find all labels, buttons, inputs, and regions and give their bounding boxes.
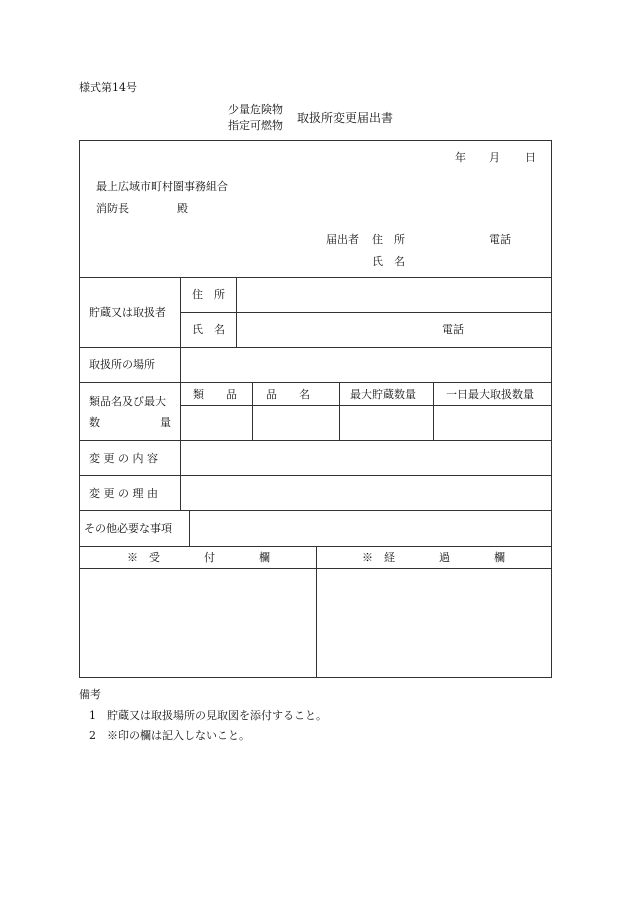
note-2-number: 2: [89, 729, 96, 742]
form-title: 取扱所変更届出書: [297, 111, 394, 125]
applicant-phone-label: 電話: [489, 233, 511, 246]
addressee-honorific: 殿: [177, 202, 188, 215]
title-line-1: 少量危険物: [228, 103, 283, 116]
category-col-item: 品 名: [266, 388, 310, 401]
rule-category-header-bottom: [180, 405, 552, 406]
category-col-max-storage: 最大貯蔵数量: [350, 388, 416, 401]
other-matters-label: その他必要な事項: [84, 522, 172, 535]
addressee-title: 消防長: [96, 202, 129, 215]
notes-heading: 備考: [79, 688, 101, 701]
category-label-line-2a: 数: [89, 416, 100, 429]
category-col-daily-max: 一日最大取扱数量: [446, 388, 534, 401]
note-2-text: ※印の欄は記入しないこと。: [107, 729, 250, 742]
rule-subfield-column: [236, 277, 237, 347]
addressee-organization: 最上広域市町村圏事務組合: [96, 180, 228, 193]
date-day-label: 日: [525, 151, 536, 164]
rule-handler-bottom: [79, 347, 552, 348]
applicant-name-label: 氏 名: [372, 255, 405, 268]
rule-category-col-1: [252, 382, 253, 440]
location-label: 取扱所の場所: [89, 358, 155, 371]
category-label-line-2b: 量: [160, 416, 171, 429]
rule-location-bottom: [79, 382, 552, 383]
progress-column-header: ※ 経 過 欄: [362, 551, 505, 564]
rule-category-col-3: [433, 382, 434, 440]
rule-reason-bottom: [79, 510, 552, 511]
change-content-label: 変 更 の 内 容: [89, 452, 158, 465]
handler-phone-label: 電話: [442, 323, 464, 336]
handler-address-label: 住 所: [192, 288, 225, 301]
title-line-2: 指定可燃物: [228, 119, 283, 132]
change-reason-label: 変 更 の 理 由: [89, 487, 158, 500]
rule-header-bottom: [79, 277, 552, 278]
storage-handler-label: 貯蔵又は取扱者: [89, 306, 166, 319]
applicant-address-label: 住 所: [372, 233, 405, 246]
category-label-line-1: 類品名及び最大: [89, 395, 166, 408]
applicant-label: 届出者: [326, 233, 359, 246]
rule-category-col-2: [339, 382, 340, 440]
rule-content-bottom: [79, 475, 552, 476]
rule-category-bottom: [79, 440, 552, 441]
form-number: 様式第14号: [79, 81, 137, 94]
rule-other-label: [189, 510, 190, 546]
receipt-column-header: ※ 受 付 欄: [127, 551, 270, 564]
rule-label-column: [180, 277, 181, 510]
date-year-label: 年: [455, 151, 466, 164]
note-1-text: 貯蔵又は取扱場所の見取図を添付すること。: [107, 709, 327, 722]
date-month-label: 月: [489, 151, 500, 164]
handler-name-label: 氏 名: [192, 323, 225, 336]
rule-office-split: [316, 546, 317, 678]
category-col-class: 類 品: [193, 388, 237, 401]
note-1-number: 1: [89, 709, 96, 722]
